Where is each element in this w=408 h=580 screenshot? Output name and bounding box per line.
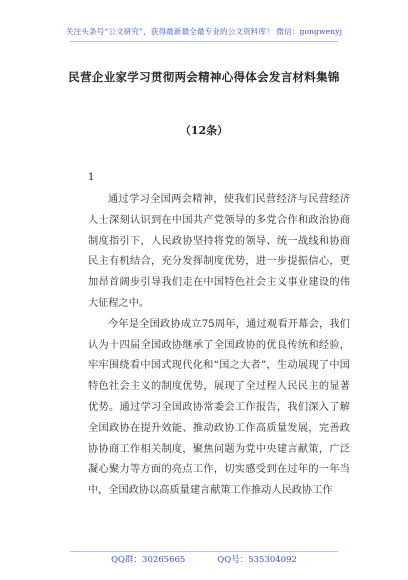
footer-qq-number: QQ号：535304092 — [217, 555, 297, 565]
document-title: 民营企业家学习贯彻两会精神心得体会发言材料集锦 — [68, 70, 340, 84]
document-body — [88, 190, 350, 502]
section-number: 1 — [88, 172, 95, 183]
header-promo-note: 关注头条号“公文研究”，获得最新最全最专业的公文资料库！ 微信：gongwenyj — [65, 27, 343, 36]
body-paragraph: 今年是全国政协成立75周年，通过观看开幕会，我们认为十四届全国政协继承了全国政协的优良传统和经验，牢牢围绕看中国式现代化和“国之大者”，生动展现了中国特色社会主义的制度优势，展现了全过程人民民主的显著优势。通过学习全国政协常委会工作报告，我们深入了解全国政协在提升效能、推动政协工作高质量发展，完善政协协商工作相关制度，聚焦问题为党中央建言献策，广泛凝心聚力等方面的亮点工作，切实感受到在过年的一年当中，全国政协以高质量建言献策工作推动人民政协工作 — [88, 318, 350, 497]
footer-contacts — [0, 553, 408, 565]
footer-qq-group: QQ群：30265665 — [111, 555, 186, 565]
header-divider — [70, 41, 338, 42]
body-paragraph: 通过学习全国两会精神，使我们民营经济与民营经济人士深刻认识到在中国共产党领导的多党合作和政治协商制度指引下，人民政协坚持将党的领导、统一战线和协商民主有机结合，充分发挥制度优势，进一步提振信心，更加昂首阔步引导我们走在中国特色社会主义事业建设的伟大征程之中。 — [88, 194, 350, 309]
footer-divider — [70, 551, 338, 552]
document-item-count: （12条） — [179, 124, 229, 137]
